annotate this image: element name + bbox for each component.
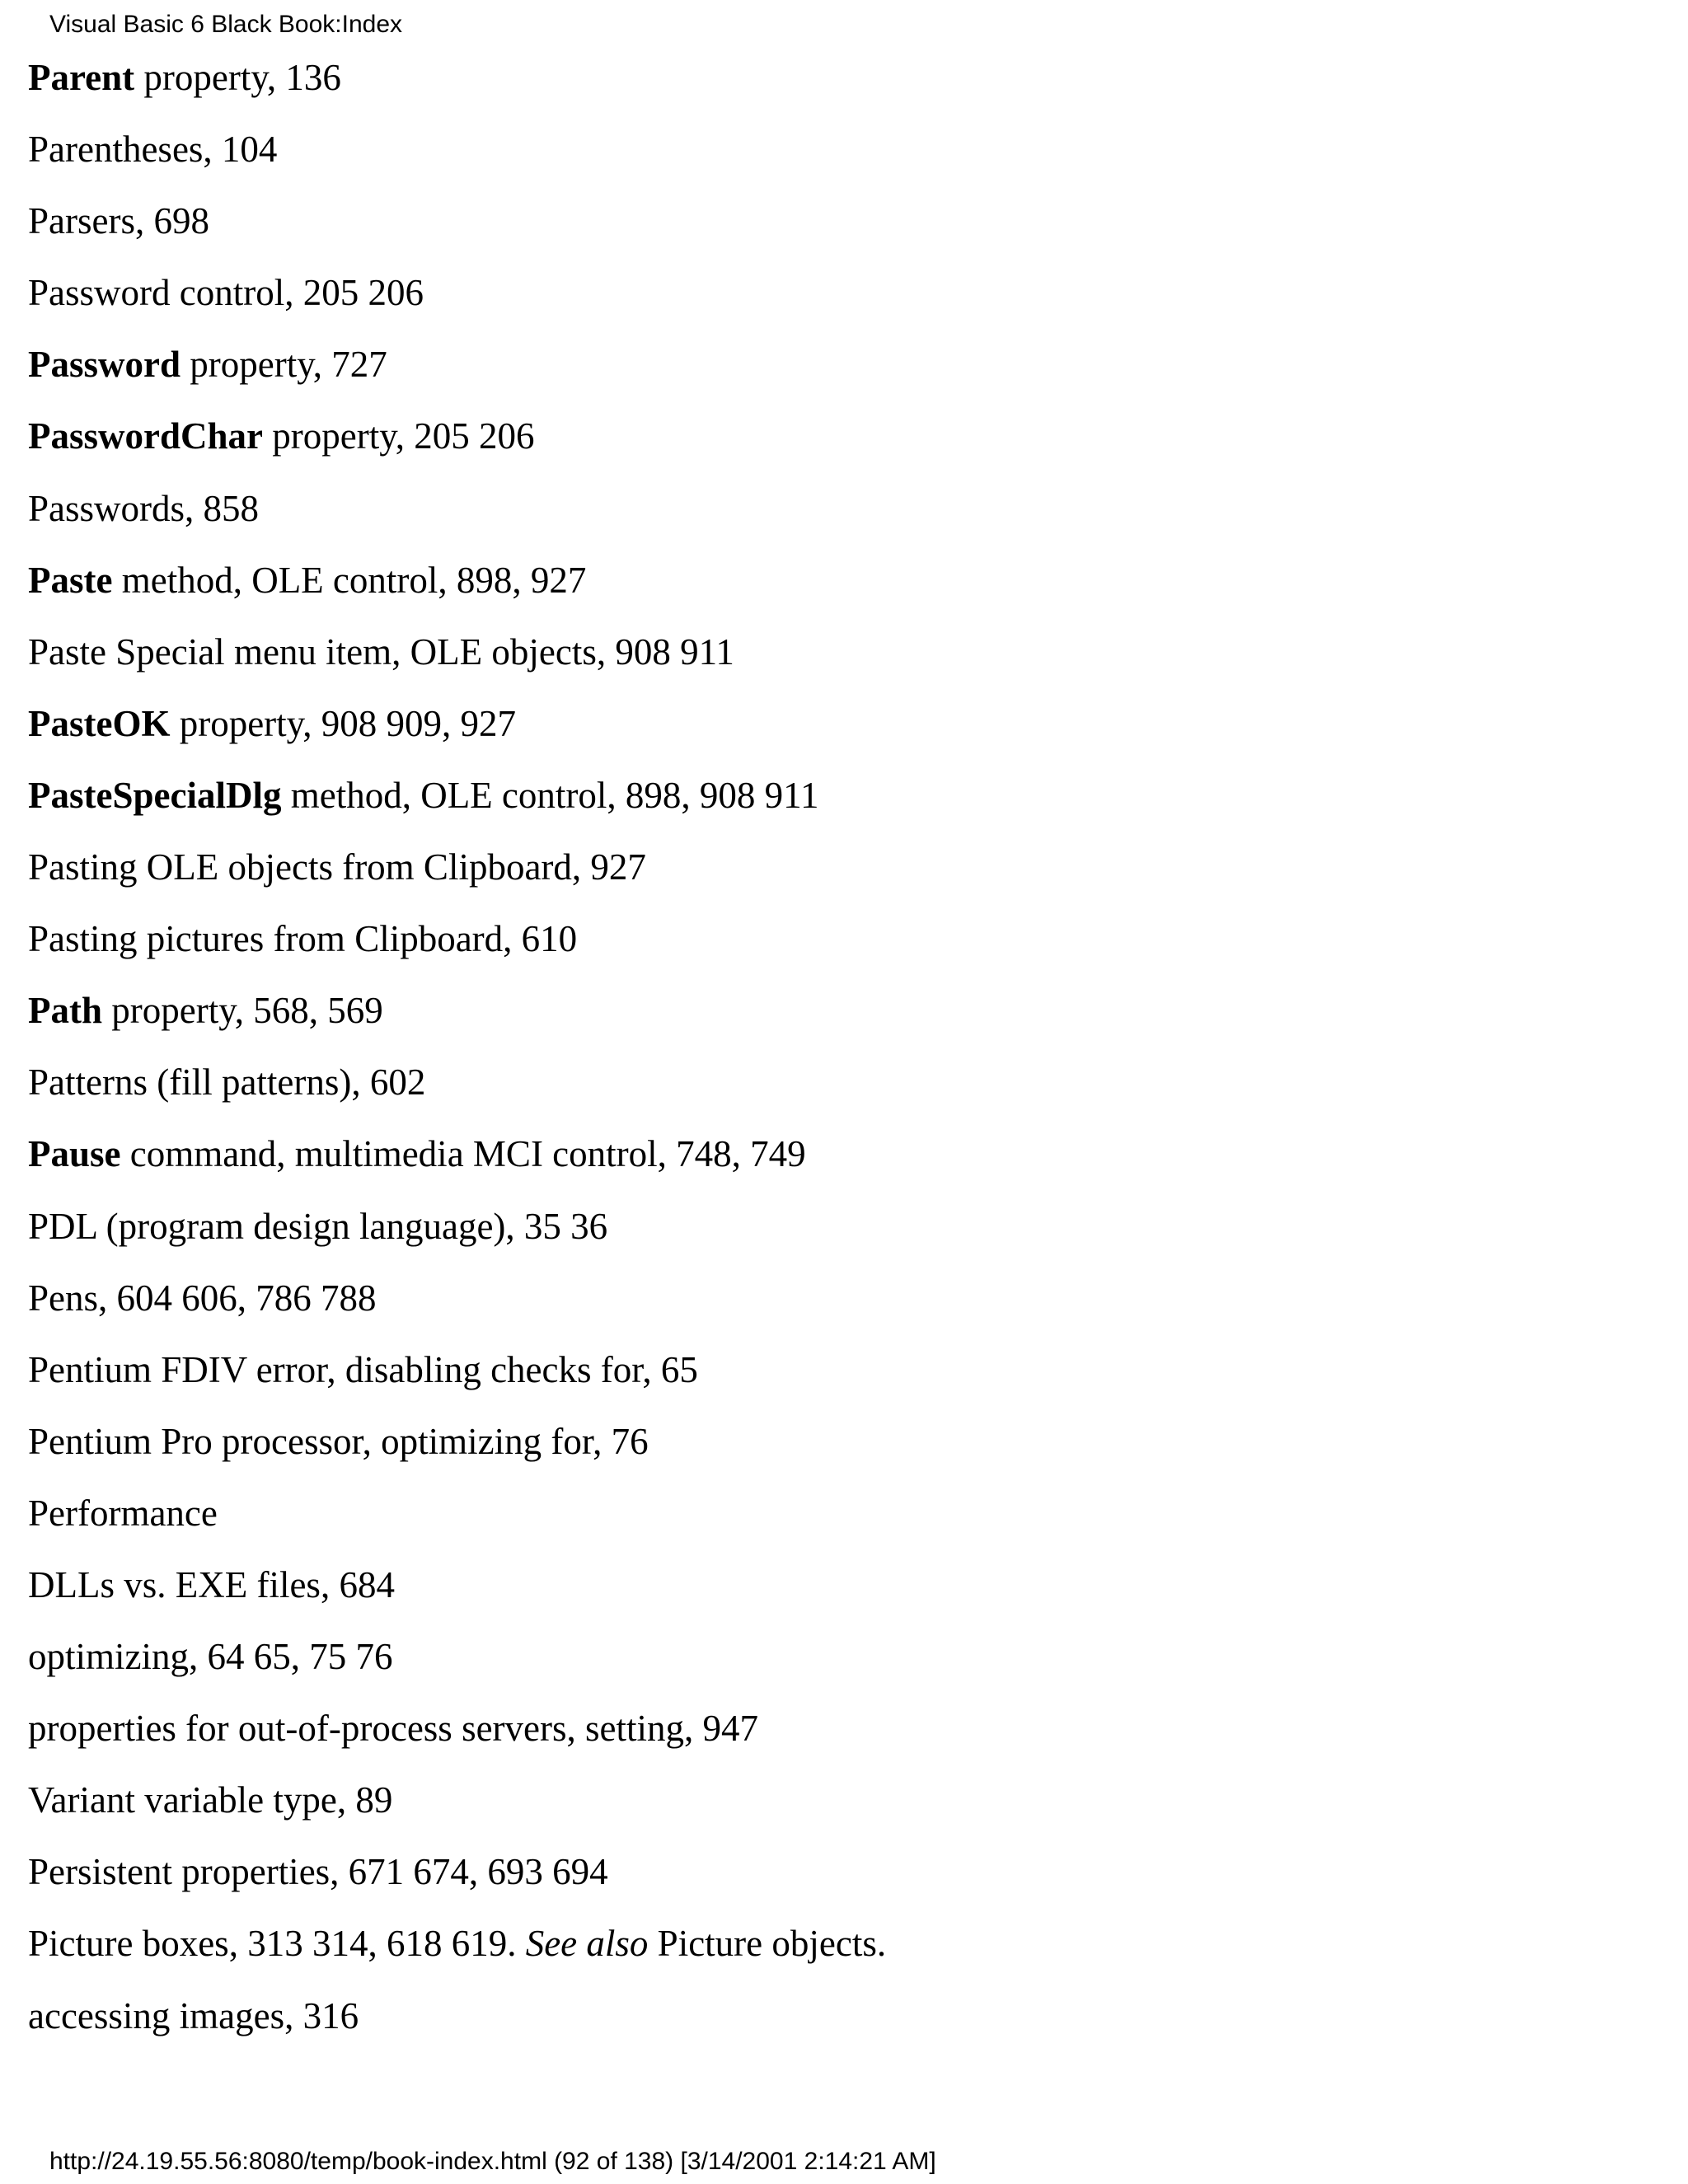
index-entry (28, 1561, 1660, 1633)
index-entry (28, 269, 1660, 340)
index-entry-text: method, OLE control, 898, 927 (112, 559, 587, 601)
index-entry (28, 1704, 1660, 1776)
index-entry (28, 1489, 1660, 1561)
index-entry (28, 1848, 1660, 1919)
index-entry (28, 1776, 1660, 1848)
index-entry-term: PasteOK (28, 702, 171, 744)
index-entry (28, 915, 1660, 987)
index-entry (28, 987, 1660, 1058)
index-entry (28, 628, 1660, 700)
index-entry (28, 1992, 1660, 2064)
index-entry (28, 125, 1660, 197)
index-entry-text: Parentheses, 104 (28, 129, 278, 171)
index-entry-text: Pens, 604 606, 786 788 (28, 1277, 377, 1319)
index-entry (28, 1202, 1660, 1274)
index-entry (28, 485, 1660, 556)
index-entry-text: Paste Special menu item, OLE objects, 908 911 (28, 630, 734, 673)
see-also-label: See also (525, 1923, 649, 1965)
index-entry-term: Pause (28, 1133, 121, 1175)
index-entry (28, 771, 1660, 843)
index-entry-text: Pentium Pro processor, optimizing for, 76 (28, 1420, 649, 1462)
index-entry (28, 1058, 1660, 1130)
index-entry-text: Pentium FDIV error, disabling checks for, 65 (28, 1348, 698, 1390)
index-entry-term: Parent (28, 57, 135, 98)
index-entry-term: Path (28, 990, 102, 1032)
index-entry-text: Parsers, 698 (28, 200, 209, 242)
index-entry-text: Performance (28, 1492, 218, 1534)
index-entry-text: optimizing, 64 65, 75 76 (28, 1636, 393, 1678)
index-entry-text: property, 136 (134, 57, 341, 98)
index-entry-text: Pasting pictures from Clipboard, 610 (28, 918, 578, 960)
index-entry-text: property, 205 206 (263, 415, 535, 457)
index-entry-text: Persistent properties, 671 674, 693 694 (28, 1851, 608, 1893)
page-header: Visual Basic 6 Black Book:Index (49, 11, 403, 38)
index-entry-text: method, OLE control, 898, 908 911 (281, 774, 819, 816)
index-entry (28, 197, 1660, 269)
index-entry-text: Pasting OLE objects from Clipboard, 927 (28, 846, 646, 888)
index-entry-text: properties for out-of-process servers, setting, 947 (28, 1708, 759, 1750)
index-entry-term: Password (28, 344, 181, 386)
index-entry-term: PasteSpecialDlg (28, 774, 282, 816)
index-entry-text: Picture boxes, 313 314, 618 619. (28, 1923, 526, 1965)
index-entry (28, 843, 1660, 915)
index-entry-text: accessing images, 316 (28, 1994, 359, 2036)
index-entry (28, 700, 1660, 771)
index-entry (28, 1633, 1660, 1704)
index-entry (28, 1274, 1660, 1346)
index-entry-text: command, multimedia MCI control, 748, 749 (120, 1133, 806, 1175)
index-entry-text: DLLs vs. EXE files, 684 (28, 1563, 395, 1605)
index-entry-text: property, 908 909, 927 (170, 702, 516, 744)
index-entry-text: property, 568, 569 (102, 990, 383, 1032)
page-footer: http://24.19.55.56:8080/temp/book-index.html (92 of 138) [3/14/2001 2:14:21 AM] (49, 2148, 936, 2175)
index-entry (28, 1346, 1660, 1418)
index-entry (28, 1919, 1660, 1991)
index-entry (28, 1418, 1660, 1489)
index-entry (28, 556, 1660, 628)
index-entry-text: Passwords, 858 (28, 487, 260, 529)
index-entry-text: Patterns (fill patterns), 602 (28, 1062, 426, 1104)
index-entry-text: Password control, 205 206 (28, 272, 424, 314)
index-entry-term: PasswordChar (28, 415, 264, 457)
index-entry (28, 340, 1660, 412)
index-entry (28, 412, 1660, 484)
index-list (28, 54, 1660, 2064)
index-entry-text: Variant variable type, 89 (28, 1779, 393, 1821)
index-entry-text: PDL (program design language), 35 36 (28, 1205, 608, 1247)
index-entry-term: Paste (28, 559, 113, 601)
index-entry-text: property, 727 (181, 344, 387, 386)
index-entry (28, 1130, 1660, 1202)
index-entry (28, 54, 1660, 125)
see-also-target: Picture objects. (648, 1923, 887, 1965)
